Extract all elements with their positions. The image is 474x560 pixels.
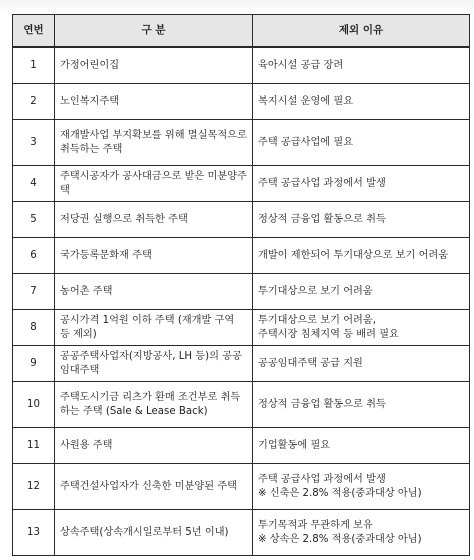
table-row [13, 84, 470, 120]
row-reason [253, 428, 470, 464]
row-number: 1 [13, 47, 55, 84]
row-number: 8 [13, 310, 55, 346]
table-header-row [13, 15, 470, 48]
row-number: 10 [13, 382, 55, 428]
row-number: 5 [13, 202, 55, 238]
reason-line: 복지시설 운영에 필요 [258, 95, 354, 107]
top-strip [0, 0, 474, 14]
row-type: 저당권 실행으로 취득한 주택 [55, 202, 253, 238]
row-number: 11 [13, 428, 55, 464]
header-no: 연번 [13, 15, 55, 48]
reason-line: 공공임대주택 공급 지원 [258, 357, 363, 369]
reason-line: 주택시장 침체지역 등 배려 필요 [258, 328, 399, 340]
table-row [13, 274, 470, 310]
row-reason [253, 310, 470, 346]
row-reason [253, 382, 470, 428]
row-number: 9 [13, 346, 55, 382]
table-row [13, 382, 470, 428]
header-reason: 제외 이유 [253, 15, 470, 48]
reason-line: 개발이 제한되어 투기대상으로 보기 어려움 [258, 249, 449, 261]
row-type: 주택건설사업자가 신축한 미분양된 주택 [55, 464, 253, 510]
table-row [13, 428, 470, 464]
reason-line: ※ 상속은 2.8% 적용(중과대상 아님) [258, 533, 422, 545]
row-reason [253, 238, 470, 274]
reason-line: 육아시설 공급 장려 [258, 59, 344, 71]
reason-line: 투기대상으로 보기 어려움 [258, 285, 373, 297]
row-reason [253, 274, 470, 310]
table-row [13, 238, 470, 274]
row-reason [253, 47, 470, 84]
table-row [13, 464, 470, 510]
row-type: 농어촌 주택 [55, 274, 253, 310]
row-type: 사원용 주택 [55, 428, 253, 464]
row-type: 주택도시기금 리츠가 환매 조건부로 취득하는 주택 (Sale & Lease Back) [55, 382, 253, 428]
row-number: 7 [13, 274, 55, 310]
reason-line: ※ 신축은 2.8% 적용(중과대상 아님) [258, 487, 422, 499]
table-row [13, 47, 470, 84]
row-type: 노인복지주택 [55, 84, 253, 120]
row-type: 공공주택사업자(지방공사, LH 등)의 공공임대주택 [55, 346, 253, 382]
row-number: 2 [13, 84, 55, 120]
reason-line: 주택 공급사업 과정에서 발생 [258, 473, 386, 485]
reason-line: 정상적 금융업 활동으로 취득 [258, 213, 386, 225]
row-type: 가정어린이집 [55, 47, 253, 84]
table-row [13, 166, 470, 202]
table-row [13, 310, 470, 346]
table-row [13, 120, 470, 166]
table-row [13, 202, 470, 238]
row-reason [253, 346, 470, 382]
row-number: 6 [13, 238, 55, 274]
row-reason [253, 120, 470, 166]
header-type: 구 분 [55, 15, 253, 48]
table-body [13, 47, 470, 556]
row-number: 3 [13, 120, 55, 166]
row-type: 상속주택(상속개시일로부터 5년 이내) [55, 510, 253, 556]
row-reason [253, 166, 470, 202]
row-reason [253, 84, 470, 120]
row-number: 12 [13, 464, 55, 510]
table-row [13, 346, 470, 382]
row-type: 주택시공자가 공사대금으로 받은 미분양주택 [55, 166, 253, 202]
row-reason [253, 510, 470, 556]
reason-line: 정상적 금융업 활동으로 취득 [258, 398, 386, 410]
row-type: 재개발사업 부지확보를 위해 멸실목적으로 취득하는 주택 [55, 120, 253, 166]
reason-line: 투기대상으로 보기 어려움, [258, 314, 376, 326]
row-type: 공시가격 1억원 이하 주택 (재개발 구역 등 제외) [55, 310, 253, 346]
reason-line: 주택 공급사업에 필요 [258, 136, 354, 148]
reason-line: 투기목적과 무관하게 보유 [258, 519, 373, 531]
row-reason [253, 464, 470, 510]
table-row [13, 510, 470, 556]
row-reason [253, 202, 470, 238]
reason-line: 기업활동에 필요 [258, 439, 331, 451]
reason-line: 주택 공급사업 과정에서 발생 [258, 177, 386, 189]
exclusion-table [12, 14, 470, 556]
row-type: 국가등록문화재 주택 [55, 238, 253, 274]
row-number: 4 [13, 166, 55, 202]
row-number: 13 [13, 510, 55, 556]
